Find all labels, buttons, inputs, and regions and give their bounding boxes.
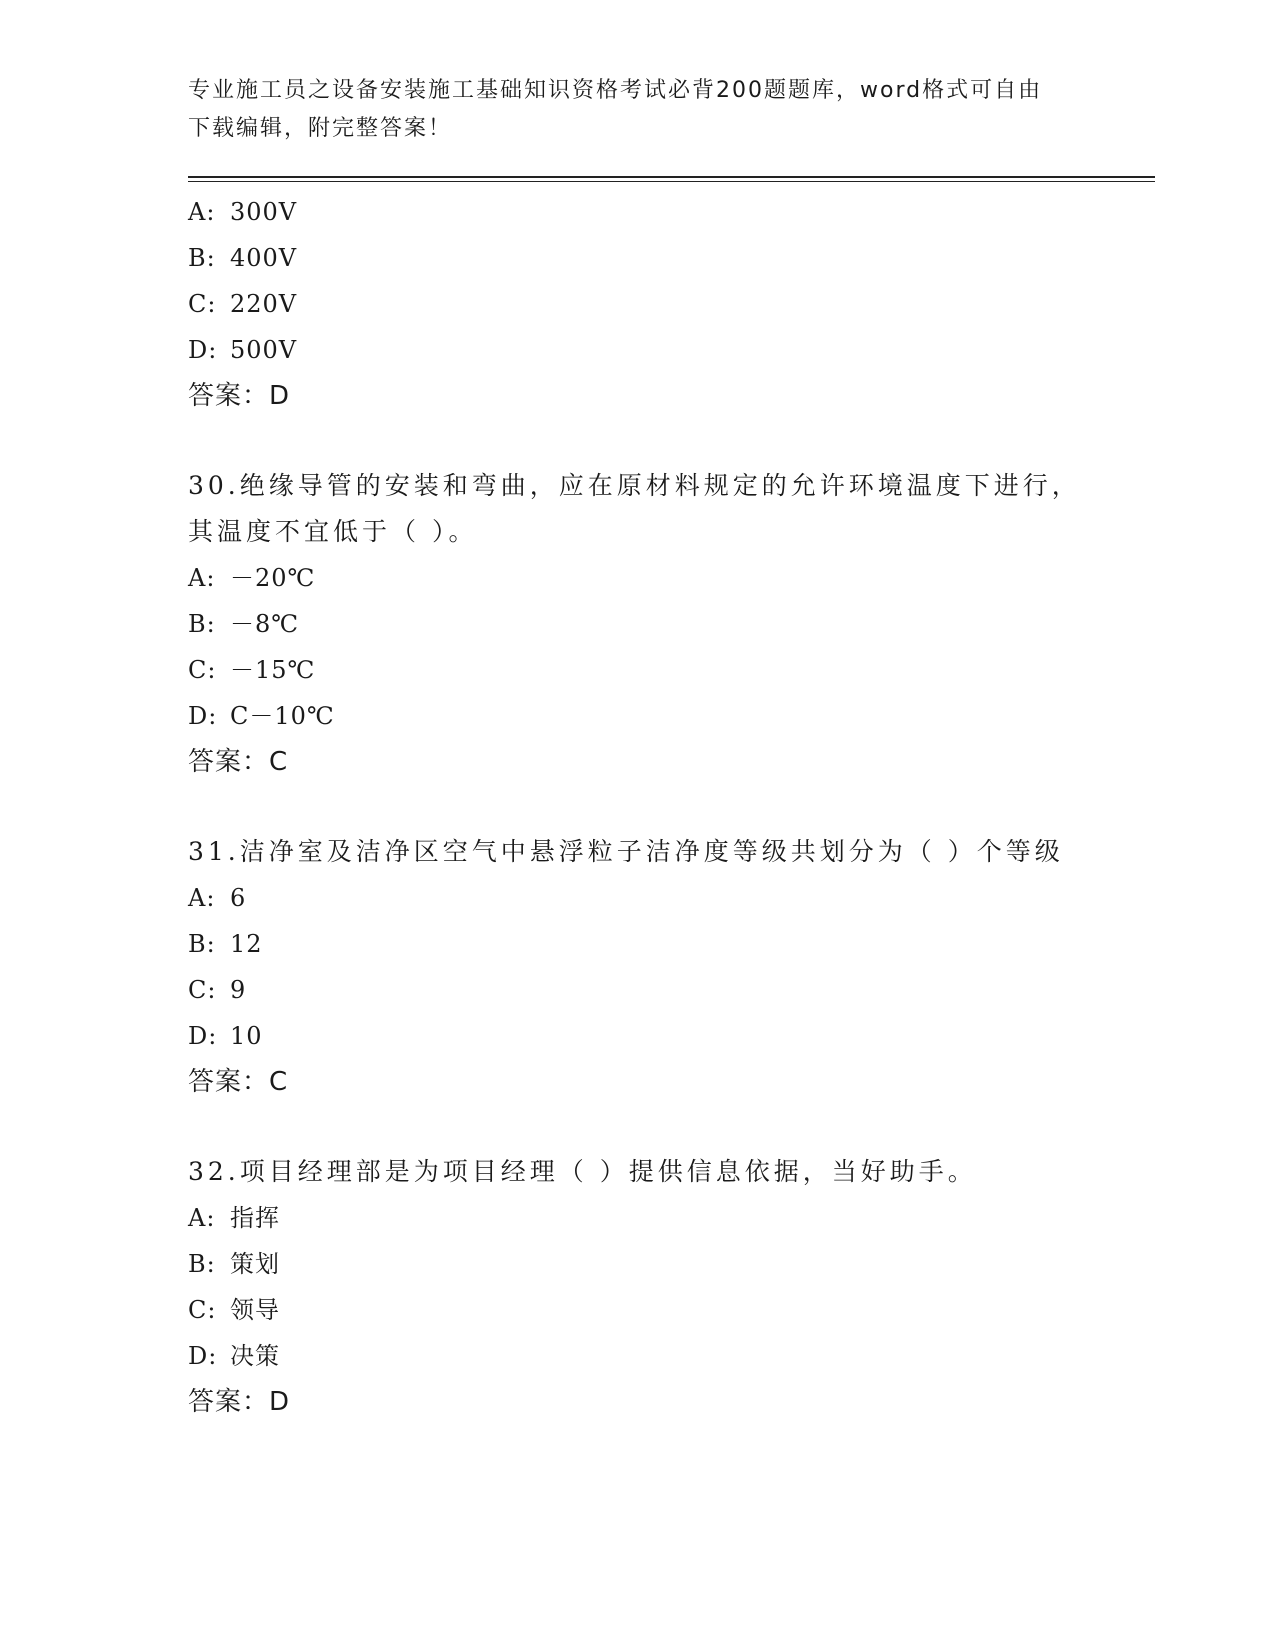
question-text-line-2: 其温度不宜低于（ ）。 <box>188 517 478 546</box>
option-text: 220V <box>230 290 298 318</box>
option-key: C: <box>188 1296 217 1324</box>
option-text: －8℃ <box>230 610 300 638</box>
option-key: B: <box>188 610 216 638</box>
question-32 <box>188 1149 1118 1425</box>
option-b <box>188 601 1118 647</box>
option-text: C－10℃ <box>230 702 335 730</box>
option-text: 400V <box>230 244 298 272</box>
header-line-1: 专业施工员之设备安装施工基础知识资格考试必背200题题库，word格式可自由 <box>188 78 1043 103</box>
question-text-line-1: 31.洁净室及洁净区空气中悬浮粒子洁净度等级共划分为（ ）个等级 <box>188 837 1064 866</box>
document-header <box>188 72 1088 148</box>
option-c <box>188 647 1118 693</box>
option-text: 领导 <box>230 1296 280 1324</box>
option-d <box>188 693 1118 739</box>
option-text: 12 <box>230 930 263 958</box>
option-key: B: <box>188 930 216 958</box>
option-key: D: <box>188 1022 218 1050</box>
option-a <box>188 189 1118 235</box>
header-divider-thick <box>188 176 1155 178</box>
option-key: C: <box>188 976 217 1004</box>
spacer <box>188 785 1118 829</box>
question-30 <box>188 463 1118 785</box>
answer-line: 答案：D <box>188 381 291 411</box>
option-key: A: <box>188 1204 216 1232</box>
option-key: D: <box>188 336 218 364</box>
option-text: 6 <box>230 884 247 912</box>
option-key: D: <box>188 702 218 730</box>
answer-line: 答案：C <box>188 747 289 777</box>
option-b <box>188 921 1118 967</box>
question-list <box>188 189 1118 1425</box>
question-31 <box>188 829 1118 1105</box>
option-text: －15℃ <box>230 656 316 684</box>
spacer <box>188 419 1118 463</box>
option-text: 500V <box>230 336 298 364</box>
option-b <box>188 1241 1118 1287</box>
option-text: 10 <box>230 1022 263 1050</box>
option-key: D: <box>188 1342 218 1370</box>
option-key: C: <box>188 656 217 684</box>
header-divider-thin <box>188 181 1155 182</box>
option-a <box>188 555 1118 601</box>
header-line-2: 下载编辑，附完整答案！ <box>188 116 453 141</box>
option-a <box>188 875 1118 921</box>
option-text: 策划 <box>230 1250 280 1278</box>
option-key: C: <box>188 290 217 318</box>
option-key: A: <box>188 198 216 226</box>
spacer <box>188 1105 1118 1149</box>
option-d <box>188 1013 1118 1059</box>
option-key: A: <box>188 884 216 912</box>
option-key: A: <box>188 564 216 592</box>
option-text: 决策 <box>230 1342 280 1370</box>
answer-line: 答案：D <box>188 1387 291 1417</box>
answer-line: 答案：C <box>188 1067 289 1097</box>
option-text: －20℃ <box>230 564 316 592</box>
option-d <box>188 327 1118 373</box>
option-key: B: <box>188 244 216 272</box>
option-c <box>188 1287 1118 1333</box>
partial-question <box>188 189 1118 419</box>
option-text: 指挥 <box>230 1204 280 1232</box>
question-text-line-1: 32.项目经理部是为项目经理（ ）提供信息依据，当好助手。 <box>188 1157 977 1186</box>
question-text-line-1: 30.绝缘导管的安装和弯曲，应在原材料规定的允许环境温度下进行， <box>188 471 1081 500</box>
option-text: 9 <box>230 976 247 1004</box>
option-key: B: <box>188 1250 216 1278</box>
option-b <box>188 235 1118 281</box>
option-c <box>188 281 1118 327</box>
option-a <box>188 1195 1118 1241</box>
option-text: 300V <box>230 198 298 226</box>
option-c <box>188 967 1118 1013</box>
option-d <box>188 1333 1118 1379</box>
